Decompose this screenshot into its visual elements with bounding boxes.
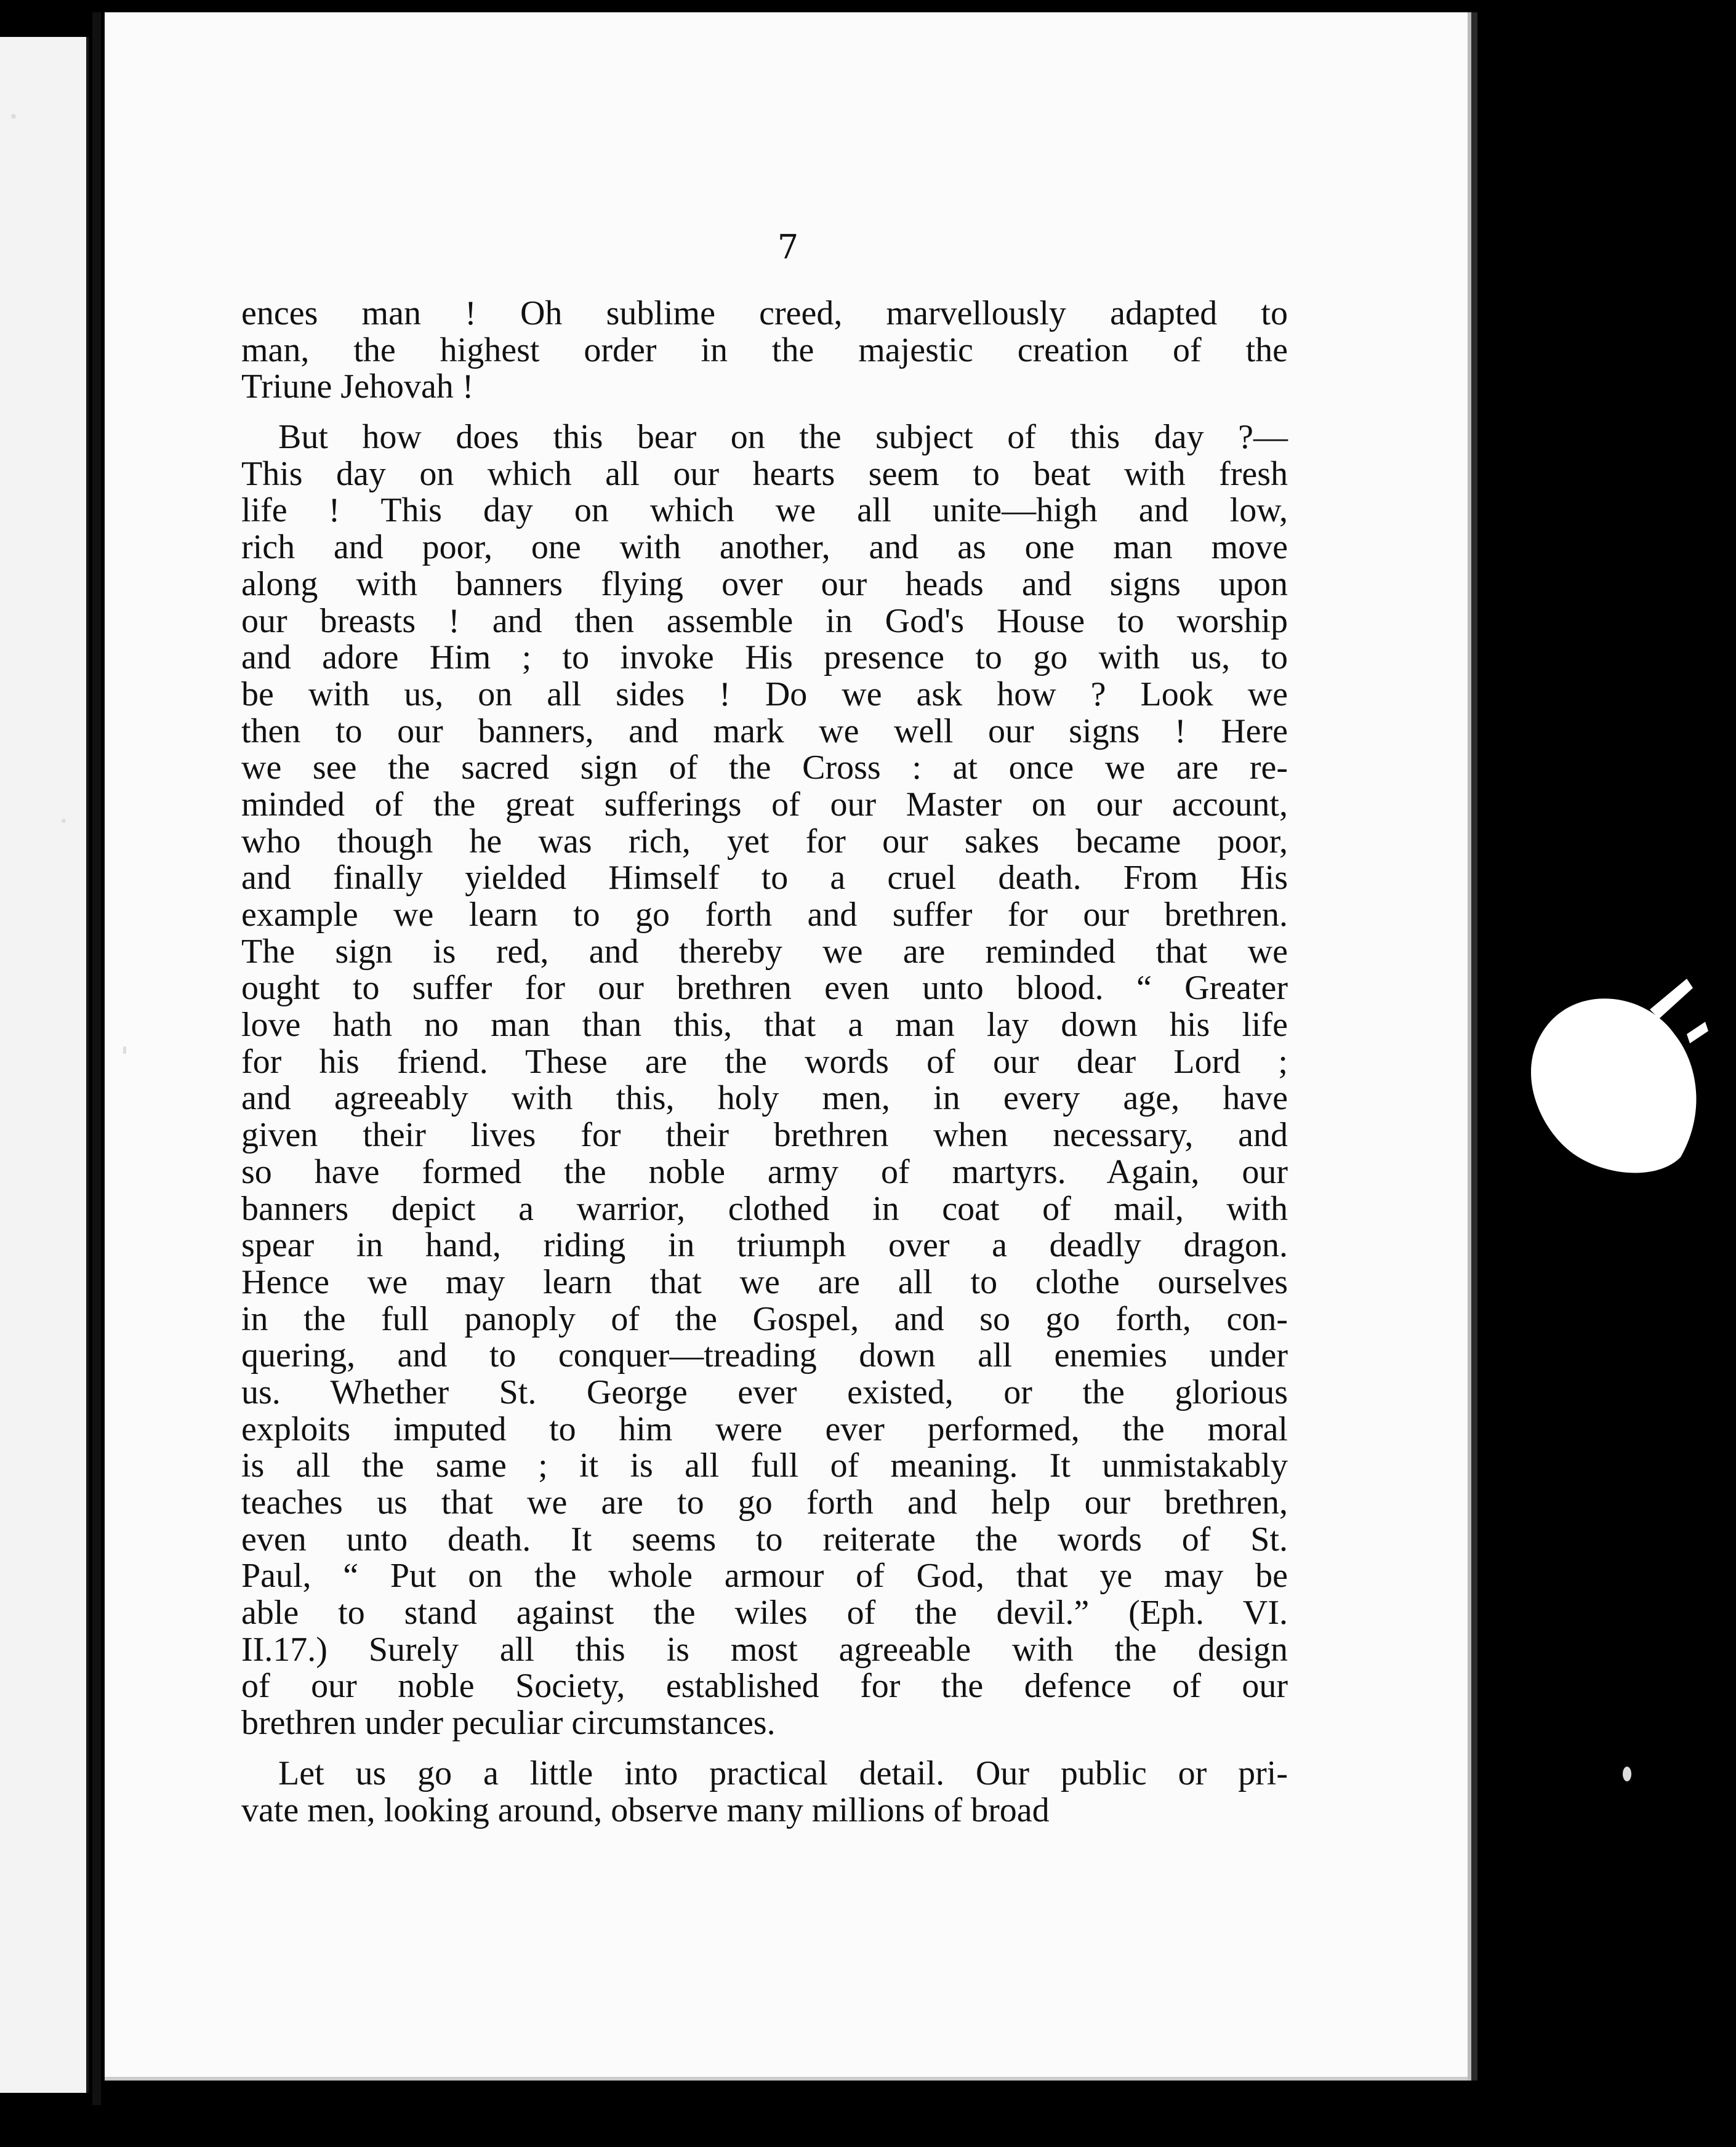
gutter-shadow	[92, 12, 101, 2105]
text-line: Paul, “ Put on the whole armour of God, that ye may be	[241, 1557, 1288, 1595]
text-line: Triune Jehovah !	[241, 367, 474, 406]
text-line: love hath no man than this, that a man lay down his life	[241, 1006, 1288, 1045]
text-line: Let us go a little into practical detail. Our public or pri-	[278, 1754, 1288, 1792]
text-line: us. Whether St. George ever existed, or the glorious	[241, 1373, 1288, 1411]
text-line: quering, and to conquer—treading down all enemies under	[241, 1336, 1288, 1375]
text-line: even unto death. It seems to reiterate the words of St.	[241, 1520, 1288, 1559]
paragraph-gap	[241, 1742, 1288, 1756]
text-line: so have formed the noble army of martyrs. Again, our	[241, 1152, 1288, 1191]
text-line: ences man ! Oh sublime creed, marvellously adapted to	[241, 294, 1288, 332]
text-line: But how does this bear on the subject of this day ?—	[278, 418, 1288, 457]
text-line: be with us, on all sides ! Do we ask how ? Look we	[241, 675, 1288, 713]
text-line: example we learn to go forth and suffer for our brethren.	[241, 896, 1288, 934]
text-line: then to our banners, and mark we well our signs ! Here	[241, 712, 1288, 750]
text-line: and agreeably with this, holy men, in every age, have	[241, 1079, 1288, 1118]
text-line: teaches us that we are to go forth and help our brethren,	[241, 1483, 1288, 1522]
text-line: life ! This day on which we all unite—high and low,	[241, 491, 1288, 530]
text-line: ought to suffer for our brethren even unto blood. “ Greater	[241, 969, 1288, 1008]
text-line: Hence we may learn that we are all to clothe ourselves	[241, 1262, 1288, 1301]
text-line: who though he was rich, yet for our sakes became poor,	[241, 822, 1288, 861]
text-line: is all the same ; it is all full of meaning. It unmistakably	[241, 1447, 1288, 1485]
text-line: minded of the great sufferings of our Master on our account,	[241, 785, 1288, 824]
text-line: exploits imputed to him were ever performed, the moral	[241, 1410, 1288, 1448]
text-line: able to stand against the wiles of the devil.” (Eph. VI.	[241, 1594, 1288, 1632]
text-line: The sign is red, and thereby we are reminded that we	[241, 932, 1288, 971]
text-line: and adore Him ; to invoke His presence to go with us, to	[241, 638, 1288, 677]
text-line: we see the sacred sign of the Cross : at once we are re-	[241, 748, 1288, 787]
text-line: man, the highest order in the majestic creation of the	[241, 331, 1288, 369]
text-line: banners depict a warrior, clothed in coat of mail, with	[241, 1189, 1288, 1228]
text-line: given their lives for their brethren when necessary, and	[241, 1116, 1288, 1155]
text-line: and finally yielded Himself to a cruel death. From His	[241, 859, 1288, 897]
text-line: along with banners flying over our heads and signs upon	[241, 564, 1288, 603]
facing-page-edge	[0, 37, 89, 2093]
text-line: This day on which all our hearts seem to beat with fresh	[241, 454, 1288, 493]
body-text	[241, 295, 1288, 1829]
text-line: vate men, looking around, observe many millions of broad	[241, 1791, 1050, 1829]
text-line: of our noble Society, established for the defence of our	[241, 1667, 1288, 1706]
paragraph-gap	[241, 406, 1288, 419]
text-line: rich and poor, one with another, and as one man move	[241, 528, 1288, 567]
page-number: 7	[777, 228, 799, 267]
text-line: brethren under peculiar circumstances.	[241, 1704, 776, 1743]
text-line: in the full panoply of the Gospel, and so go forth, con-	[241, 1299, 1288, 1338]
text-line: our breasts ! and then assemble in God's House to worship	[241, 601, 1288, 640]
paper-damage-stain	[1502, 973, 1711, 1182]
text-line: II.17.) Surely all this is most agreeable with the design	[241, 1630, 1288, 1669]
text-line: for his friend. These are the words of our dear Lord ;	[241, 1042, 1288, 1081]
text-line: spear in hand, riding in triumph over a deadly dragon.	[241, 1226, 1288, 1265]
